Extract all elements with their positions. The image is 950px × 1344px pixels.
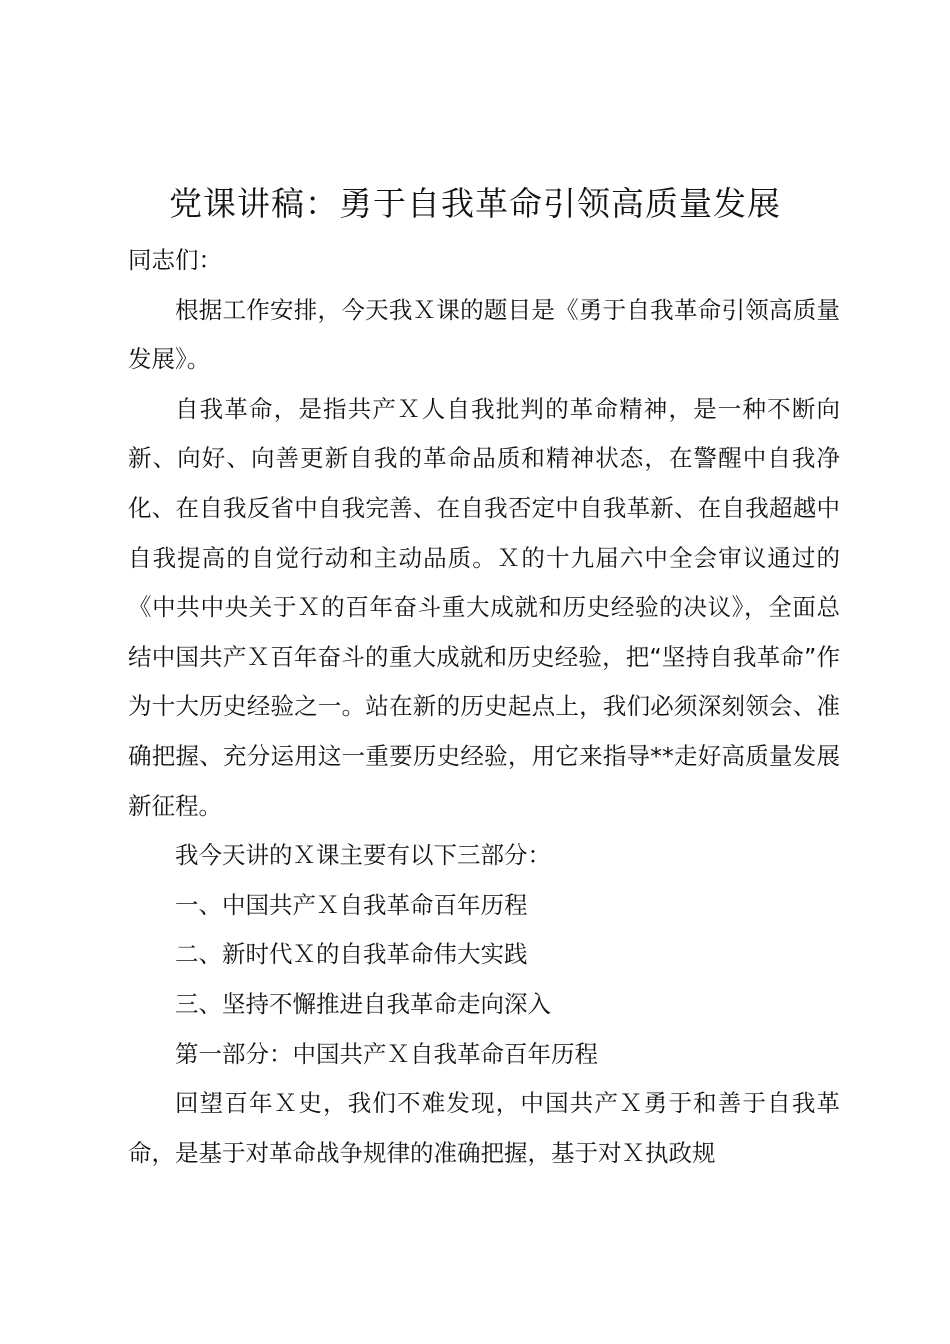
outline-item-1: 一、中国共产Ｘ自我革命百年历程 — [175, 890, 528, 919]
paragraph-intro: 根据工作安排，今天我Ｘ课的题目是《勇于自我革命引领高质量发展》。 — [128, 295, 840, 374]
paragraph-outline-intro: 我今天讲的Ｘ课主要有以下三部分： — [175, 841, 551, 870]
section-heading-part-1: 第一部分：中国共产Ｘ自我革命百年历程 — [175, 1039, 598, 1068]
outline-item-3: 三、坚持不懈推进自我革命走向深入 — [175, 989, 551, 1018]
document-body — [128, 236, 840, 1178]
document-title: 党课讲稿：勇于自我革命引领高质量发展 — [169, 184, 781, 223]
paragraph-self-revolution: 自我革命，是指共产Ｘ人自我批判的革命精神，是一种不断向新、向好、向善更新自我的革命品质和精神状态，在警醒中自我净化、在自我反省中自我完善、在自我否定中自我革新、在自我超越中自我提高的自觉行动和主动品质。Ｘ的十九届六中全会审议通过的《中共中央关于Ｘ的百年奋斗重大成就和历史经验的决议》，全面总结中国共产Ｘ百年奋斗的重大成就和历史经验，把“坚持自我革命”作为十大历史经验之一。站在新的历史起点上，我们必须深刻领会、准确把握、充分运用这一重要历史经验，用它来指导**走好高质量发展新征程。 — [128, 394, 840, 820]
paragraph-history: 回望百年Ｘ史，我们不难发现，中国共产Ｘ勇于和善于自我革命，是基于对革命战争规律的准确把握，基于对Ｘ执政规 — [128, 1089, 840, 1167]
outline-item-2: 二、新时代Ｘ的自我革命伟大实践 — [175, 940, 528, 969]
greeting: 同志们： — [128, 246, 222, 274]
